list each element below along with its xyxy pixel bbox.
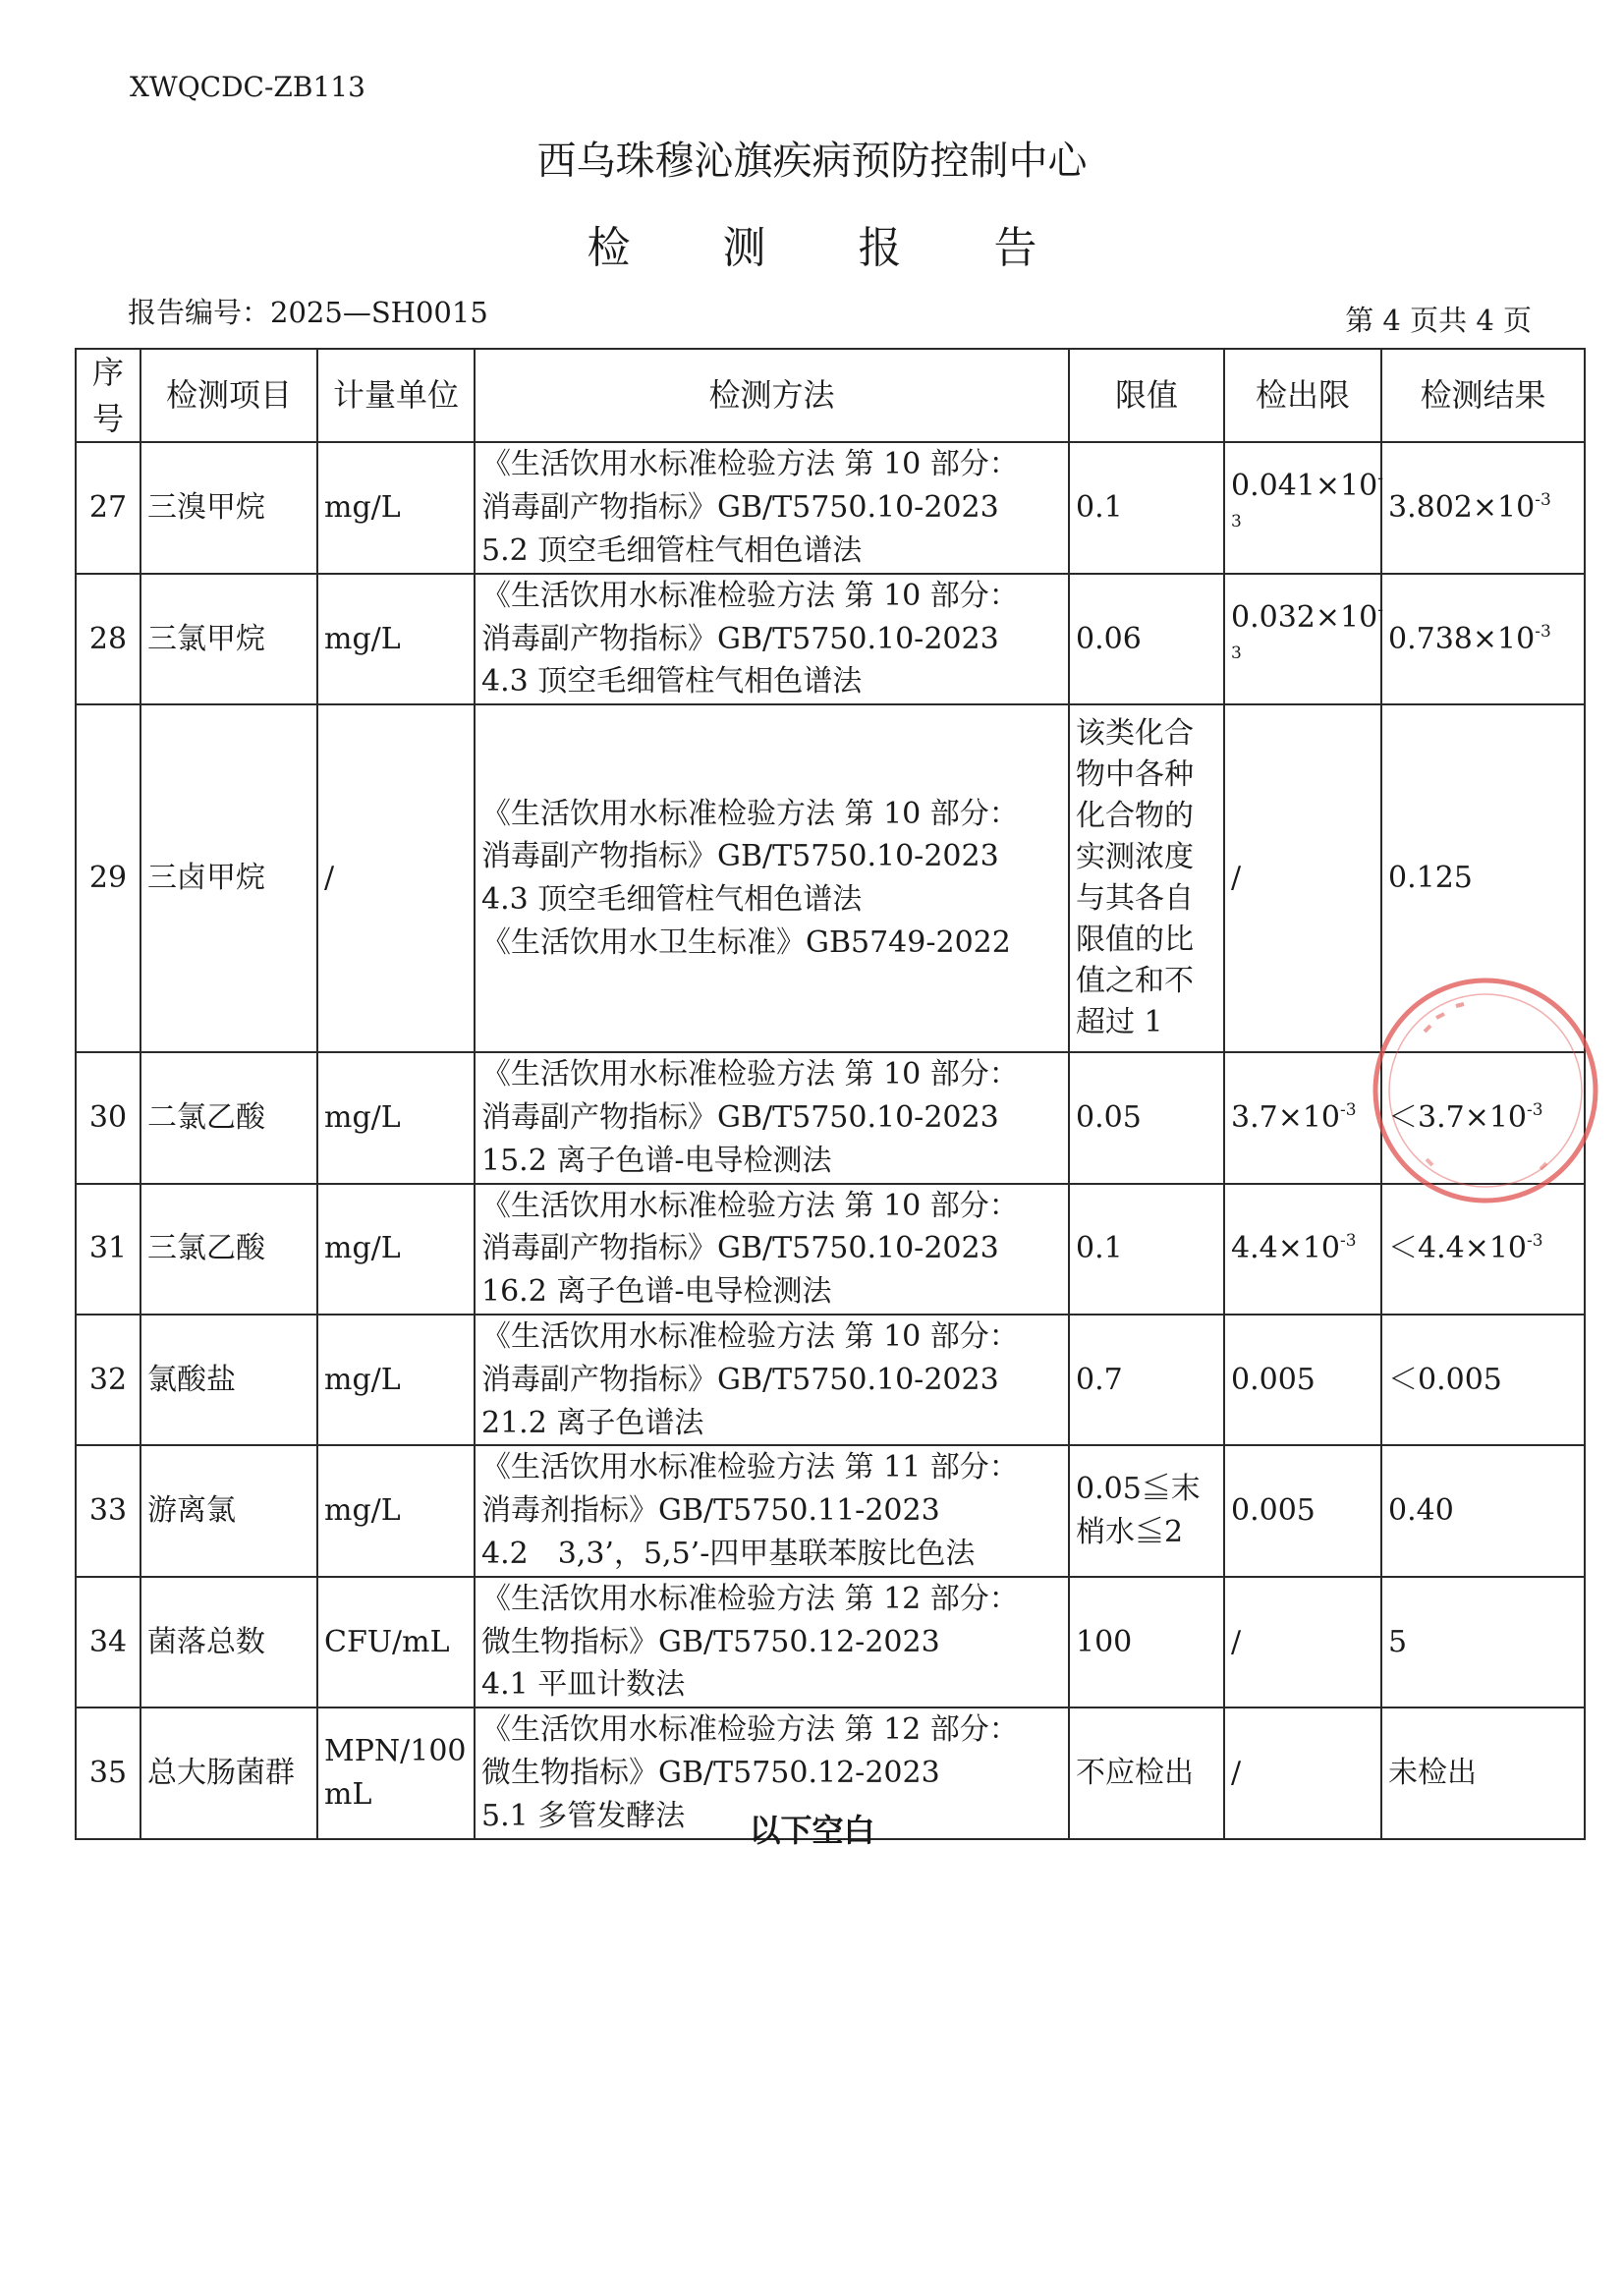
report-number (128, 291, 488, 331)
unit: mg/L (317, 1445, 475, 1576)
test-method (475, 1052, 1069, 1183)
detection-limit (1224, 1052, 1381, 1183)
result-exponent: -3 (1527, 1100, 1543, 1121)
table-row (76, 1315, 1585, 1445)
test-item: 氯酸盐 (140, 1315, 317, 1445)
test-item: 三氯乙酸 (140, 1184, 317, 1315)
test-method (475, 1577, 1069, 1707)
col-header: 限值 (1069, 349, 1224, 442)
table-row (76, 1184, 1585, 1315)
method-line: 《生活饮用水标准检验方法 第 10 部分： (481, 1057, 1019, 1092)
method-line: 16.2 离子色谱-电导检测法 (481, 1274, 832, 1310)
method-line: 《生活饮用水标准检验方法 第 12 部分： (481, 1581, 1019, 1616)
method-line: 4.3 顶空毛细管柱气相色谱法 (481, 664, 863, 700)
detection-limit: 0.005 (1224, 1445, 1381, 1576)
limit-line: 限值的比 (1076, 923, 1194, 958)
col-header: 检测项目 (140, 349, 317, 442)
test-result: 5 (1381, 1577, 1585, 1707)
dl-exponent: -3 (1340, 1100, 1357, 1121)
limit-line: 0.05≦末 (1076, 1472, 1201, 1507)
limit-value: 100 (1069, 1577, 1224, 1707)
limit-value: 0.06 (1069, 574, 1224, 704)
limit-value: 0.7 (1069, 1315, 1224, 1445)
test-result: ＜0.005 (1381, 1315, 1585, 1445)
result-exponent: -3 (1535, 621, 1551, 642)
row-number: 28 (76, 574, 140, 704)
unit: mg/L (317, 574, 475, 704)
table-row (76, 1445, 1585, 1576)
unit: mg/L (317, 1184, 475, 1315)
method-line: 5.2 顶空毛细管柱气相色谱法 (481, 533, 863, 569)
test-method (475, 1184, 1069, 1315)
limit-line: 超过 1 (1076, 1005, 1163, 1040)
limit-line: 实测浓度 (1076, 840, 1194, 875)
dl-mantissa: 3.7×10 (1231, 1100, 1341, 1136)
col-header: 检测方法 (475, 349, 1069, 442)
test-item: 三溴甲烷 (140, 442, 317, 573)
detection-limit: 0.005 (1224, 1315, 1381, 1445)
organization-name: 西乌珠穆沁旗疾病预防控制中心 (536, 139, 1088, 184)
unit-line: MPN/100 (324, 1734, 467, 1769)
detection-limit (1224, 1184, 1381, 1315)
test-result (1381, 442, 1585, 573)
results-table (75, 348, 1586, 1840)
test-method (475, 442, 1069, 573)
method-line: 《生活饮用水标准检验方法 第 10 部分： (481, 796, 1019, 831)
detection-limit: / (1224, 1577, 1381, 1707)
limit-line: 物中各种 (1076, 757, 1194, 793)
method-line: 《生活饮用水标准检验方法 第 10 部分： (481, 1188, 1019, 1223)
test-method (475, 574, 1069, 704)
test-result (1381, 1052, 1585, 1183)
report-title: 检 测 报 告 (587, 223, 1077, 273)
test-item: 三氯甲烷 (140, 574, 317, 704)
limit-line: 与其各自 (1076, 881, 1194, 917)
method-line: 4.3 顶空毛细管柱气相色谱法 (481, 882, 863, 918)
result-exponent: -3 (1527, 1231, 1543, 1252)
method-line: 微生物指标》GB/T5750.12-2023 (481, 1624, 940, 1659)
unit: mg/L (317, 1315, 475, 1445)
table-row (76, 1052, 1585, 1183)
table-header-row (76, 349, 1585, 442)
test-result: 未检出 (1381, 1707, 1585, 1838)
test-item: 游离氯 (140, 1445, 317, 1576)
method-line: 《生活饮用水标准检验方法 第 10 部分： (481, 578, 1019, 613)
method-line: 5.1 多管发酵法 (481, 1798, 686, 1833)
dl-exponent: -3 (1340, 1231, 1357, 1252)
page-info: 第 4 页共 4 页 (1345, 304, 1532, 337)
limit-line: 值之和不 (1076, 964, 1194, 999)
row-number: 27 (76, 442, 140, 573)
method-line: 消毒副产物指标》GB/T5750.10-2023 (481, 621, 999, 656)
test-result: 0.125 (1381, 704, 1585, 1052)
limit-value (1069, 704, 1224, 1052)
method-line: 消毒剂指标》GB/T5750.11-2023 (481, 1493, 940, 1529)
dl-mantissa: 4.4×10 (1231, 1231, 1341, 1266)
unit-line: mL (324, 1776, 372, 1812)
method-line: 15.2 离子色谱-电导检测法 (481, 1143, 832, 1178)
dl-mantissa: 0.041×10 (1231, 469, 1378, 504)
method-line: 消毒副产物指标》GB/T5750.10-2023 (481, 1231, 999, 1266)
limit-value: 0.1 (1069, 1184, 1224, 1315)
result-mantissa: 3.802×10 (1388, 490, 1536, 526)
unit: mg/L (317, 1052, 475, 1183)
limit-line: 该类化合 (1076, 716, 1194, 752)
limit-line: 梢水≦2 (1076, 1515, 1184, 1550)
detection-limit: / (1224, 704, 1381, 1052)
row-number: 34 (76, 1577, 140, 1707)
test-method (475, 704, 1069, 1052)
detection-limit: / (1224, 1707, 1381, 1838)
detection-limit (1224, 574, 1381, 704)
test-result (1381, 1184, 1585, 1315)
row-number: 33 (76, 1445, 140, 1576)
test-method (475, 1315, 1069, 1445)
row-number: 35 (76, 1707, 140, 1838)
method-line: 微生物指标》GB/T5750.12-2023 (481, 1755, 940, 1790)
method-line: 消毒副产物指标》GB/T5750.10-2023 (481, 839, 999, 874)
row-number: 32 (76, 1315, 140, 1445)
row-number: 31 (76, 1184, 140, 1315)
report-number-label: 报告编号： (128, 296, 271, 329)
method-line: 《生活饮用水标准检验方法 第 11 部分： (481, 1450, 1019, 1485)
test-item: 二氯乙酸 (140, 1052, 317, 1183)
row-number: 29 (76, 704, 140, 1052)
method-line: 《生活饮用水卫生标准》GB5749-2022 (481, 925, 1011, 961)
result-exponent: -3 (1535, 490, 1551, 511)
test-result: 0.40 (1381, 1445, 1585, 1576)
doc-code: XWQCDC-ZB113 (130, 71, 365, 103)
unit: mg/L (317, 442, 475, 573)
dl-exponent: -3 (1231, 469, 1383, 532)
method-line: 《生活饮用水标准检验方法 第 10 部分： (481, 1319, 1019, 1354)
col-header: 序号 (76, 349, 140, 442)
detection-limit (1224, 442, 1381, 573)
method-line: 消毒副产物指标》GB/T5750.10-2023 (481, 1100, 999, 1136)
table-row (76, 442, 1585, 573)
method-line: 消毒副产物指标》GB/T5750.10-2023 (481, 490, 999, 526)
method-line: 21.2 离子色谱法 (481, 1405, 704, 1440)
col-header: 计量单位 (317, 349, 475, 442)
test-result (1381, 574, 1585, 704)
limit-value: 0.1 (1069, 442, 1224, 573)
test-method (475, 1445, 1069, 1576)
limit-line: 化合物的 (1076, 799, 1194, 834)
test-item: 菌落总数 (140, 1577, 317, 1707)
row-number: 30 (76, 1052, 140, 1183)
test-item: 总大肠菌群 (140, 1707, 317, 1838)
result-mantissa: ＜4.4×10 (1388, 1231, 1528, 1266)
result-mantissa: ＜3.7×10 (1388, 1100, 1528, 1136)
table-row (76, 574, 1585, 704)
col-header: 检测结果 (1381, 349, 1585, 442)
method-line: 4.2 3,3’，5,5’-四甲基联苯胺比色法 (481, 1536, 976, 1571)
report-number-value: 2025—SH0015 (270, 296, 488, 329)
unit: / (317, 704, 475, 1052)
blank-note: 以下空白 (749, 1812, 875, 1849)
col-header: 检出限 (1224, 349, 1381, 442)
dl-exponent: -3 (1231, 599, 1383, 663)
test-item: 三卤甲烷 (140, 704, 317, 1052)
dl-mantissa: 0.032×10 (1231, 599, 1378, 635)
unit: CFU/mL (317, 1577, 475, 1707)
method-line: 《生活饮用水标准检验方法 第 12 部分： (481, 1712, 1019, 1748)
result-mantissa: 0.738×10 (1388, 621, 1536, 656)
limit-value (1069, 1445, 1224, 1576)
method-line: 消毒副产物指标》GB/T5750.10-2023 (481, 1362, 999, 1397)
method-line: 《生活饮用水标准检验方法 第 10 部分： (481, 447, 1019, 482)
limit-value: 不应检出 (1069, 1707, 1224, 1838)
method-line: 4.1 平皿计数法 (481, 1667, 686, 1703)
table-row (76, 704, 1585, 1052)
limit-value: 0.05 (1069, 1052, 1224, 1183)
table-row (76, 1577, 1585, 1707)
